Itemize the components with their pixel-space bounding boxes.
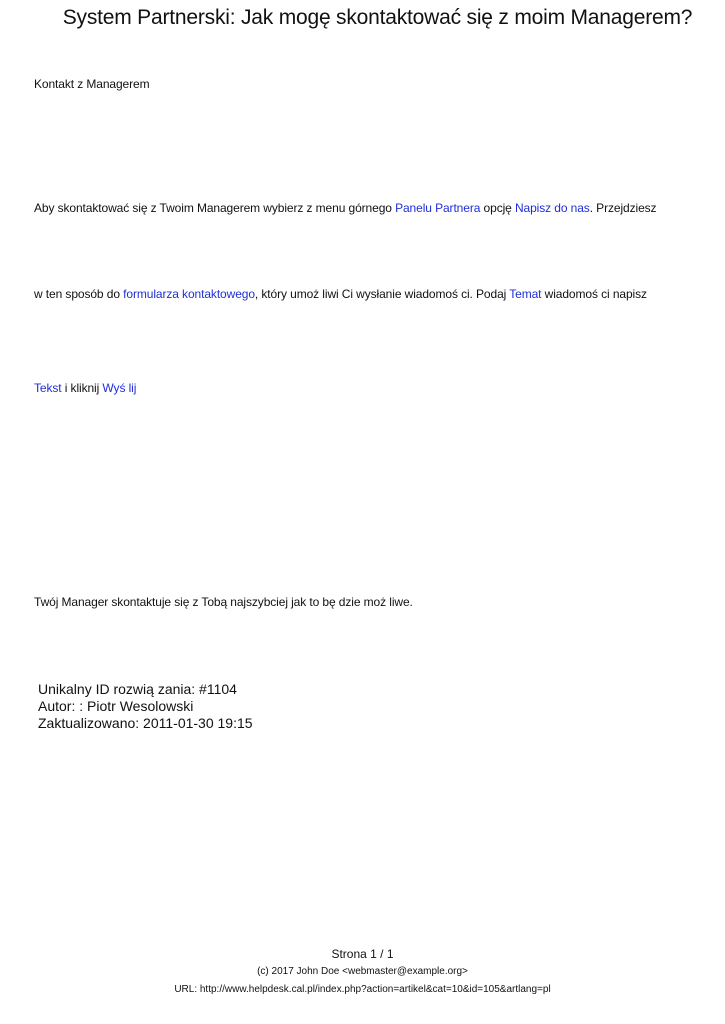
paragraph-1-text-a: Aby skontaktować się z Twoim Managerem wybierz z menu górnego: [34, 201, 396, 215]
author: Autor: : Piotr Wesolowski: [38, 698, 194, 714]
source-url: URL: http://www.helpdesk.cal.pl/index.php?action=artikel&cat=10&id=105&artlang=pl: [174, 984, 551, 995]
updated-date: Zaktualizowano: 2011-01-30 19:15: [38, 715, 253, 731]
article-meta: [38, 681, 253, 732]
formularz-kontaktowy-link[interactable]: formularza kontaktowego: [123, 287, 255, 301]
paragraph-3-text-a: i kliknij: [61, 381, 103, 395]
section-heading: Kontakt z Managerem: [34, 77, 150, 91]
temat-link[interactable]: Temat: [509, 287, 542, 301]
paragraph-4: Twój Manager skontaktuje się z Tobą najszybciej jak to bę dzie moż liwe.: [34, 595, 413, 609]
paragraph-1-text-b: opcję: [480, 201, 515, 215]
solution-id: Unikalny ID rozwią zania: #1104: [38, 681, 237, 697]
paragraph-3: [34, 380, 136, 396]
wyslij-link[interactable]: Wyś lij: [102, 381, 137, 395]
paragraph-2-text-a: w ten sposób do: [34, 287, 124, 301]
copyright: (c) 2017 John Doe <webmaster@example.org>: [257, 966, 468, 977]
tekst-link[interactable]: Tekst: [34, 381, 62, 395]
paragraph-2-text-c: wiadomoś ci napisz: [541, 287, 647, 301]
paragraph-1: [34, 200, 656, 216]
page-number: Strona 1 / 1: [331, 947, 394, 961]
document-title: System Partnerski: Jak mogę skontaktować się z moim Managerem?: [62, 6, 693, 29]
paragraph-1-text-c: . Przejdziesz: [589, 201, 657, 215]
napisz-do-nas-link[interactable]: Napisz do nas: [514, 201, 590, 215]
paragraph-2-text-b: , który umoż liwi Ci wysłanie wiadomoś ci. Podaj: [254, 287, 510, 301]
panel-partnera-link[interactable]: Panelu Partnera: [395, 201, 481, 215]
paragraph-2: [34, 286, 647, 302]
